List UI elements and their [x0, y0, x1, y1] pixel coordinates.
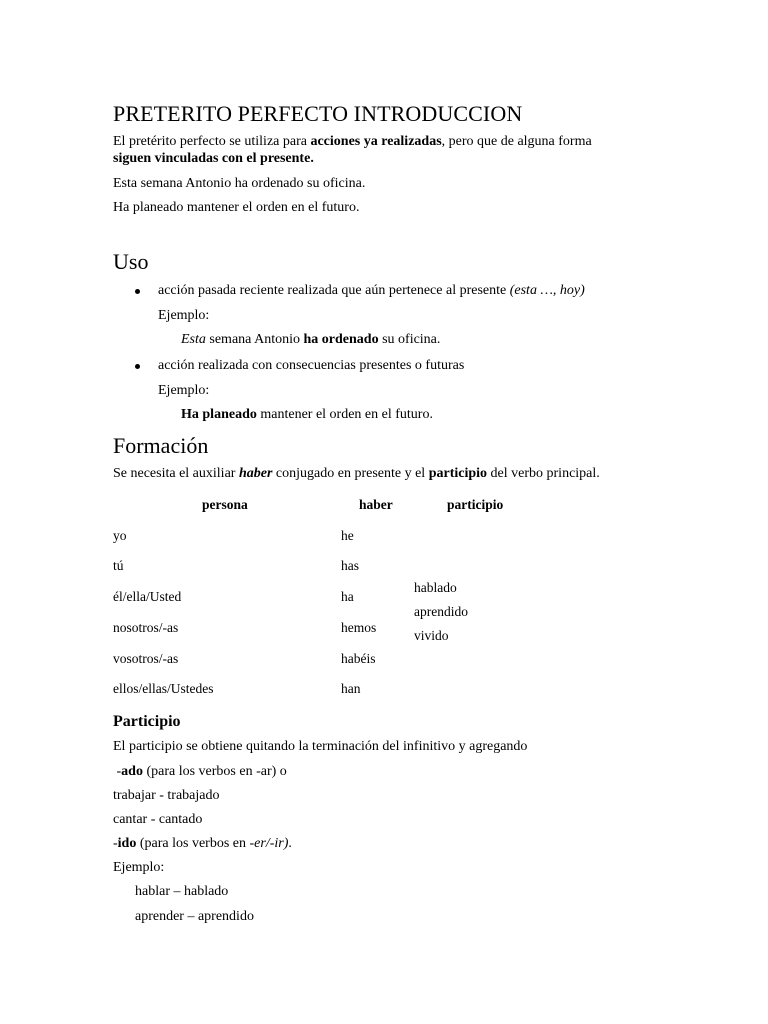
participio-text: (para los verbos en -ar) o: [142, 764, 287, 779]
intro-paragraph-line1: [113, 134, 592, 150]
table-cell-haber: han: [341, 681, 361, 696]
participio-italic: -er/-ir): [249, 836, 289, 851]
participio-line-2: [113, 764, 287, 780]
ejemplo-text: semana Antonio: [205, 332, 304, 347]
ejemplo-bold: Ha planeado: [181, 407, 257, 422]
participio-text: (para los verbos en: [136, 836, 250, 851]
section-heading-formacion: Formación: [113, 433, 209, 458]
formacion-bold-italic: haber: [238, 466, 273, 481]
uso-ejemplo-label-1: Ejemplo:: [158, 308, 210, 323]
uso-item-1: [158, 283, 585, 299]
participio-text: -: [113, 764, 122, 779]
uso-item-italic: (esta …, hoy): [509, 283, 585, 298]
formacion-bold: participio: [428, 466, 488, 481]
intro-bold-text: siguen vinculadas con el presente.: [113, 151, 314, 166]
table-cell-participio: hablado: [414, 580, 457, 595]
table-cell-persona: nosotros/-as: [113, 620, 179, 635]
table-cell-haber: he: [341, 528, 354, 543]
table-header-participio: participio: [447, 497, 504, 512]
table-cell-persona: ellos/ellas/Ustedes: [113, 681, 214, 696]
table-cell-participio: vivido: [414, 628, 449, 643]
participio-line-5: [113, 836, 292, 852]
participio-line-1: El participio se obtiene quitando la terminación del infinitivo y agregando: [113, 739, 528, 754]
ejemplo-italic: Esta: [181, 332, 206, 347]
table-cell-persona: él/ella/Usted: [113, 589, 182, 604]
participio-text: -: [113, 836, 118, 851]
participio-example-2: aprender – aprendido: [135, 909, 254, 924]
uso-item-text: acción pasada reciente realizada que aún pertenece al presente: [158, 283, 510, 298]
table-cell-haber: ha: [341, 589, 354, 604]
uso-item-2: acción realizada con consecuencias presentes o futuras: [158, 358, 465, 373]
ejemplo-text: mantener el orden en el futuro.: [256, 407, 433, 422]
formacion-text: Se necesita el auxiliar: [113, 466, 239, 481]
formacion-text: del verbo principal.: [487, 466, 600, 481]
section-heading-uso: Uso: [113, 249, 149, 274]
uso-ejemplo-1: [181, 332, 440, 348]
ejemplo-bold: ha ordenado: [303, 332, 379, 347]
intro-text: , pero que de alguna forma: [441, 134, 592, 149]
bullet-icon: [135, 364, 140, 369]
participio-line-6: Ejemplo:: [113, 860, 165, 875]
participio-bold: ido: [117, 836, 137, 851]
page-title: PRETERITO PERFECTO INTRODUCCION: [113, 101, 523, 126]
formacion-text: conjugado en presente y el: [272, 466, 429, 481]
bullet-icon: [135, 289, 140, 294]
intro-example-2: Ha planeado mantener el orden en el futuro.: [113, 200, 360, 215]
table-cell-persona: tú: [113, 558, 124, 573]
uso-ejemplo-2: [181, 407, 433, 423]
intro-bold-text: acciones ya realizadas: [310, 134, 442, 149]
table-header-haber: haber: [359, 497, 393, 512]
participio-text: .: [288, 836, 292, 851]
uso-ejemplo-label-2: Ejemplo:: [158, 383, 210, 398]
table-cell-participio: aprendido: [414, 604, 468, 619]
formacion-description: [113, 466, 600, 482]
participio-line-4: cantar - cantado: [113, 812, 203, 827]
participio-bold: ado: [121, 764, 143, 779]
intro-example-1: Esta semana Antonio ha ordenado su oficina.: [113, 176, 366, 191]
participio-example-1: hablar – hablado: [135, 884, 229, 899]
intro-paragraph-line2: [113, 151, 314, 167]
section-heading-participio: Participio: [113, 713, 181, 730]
participio-line-3: trabajar - trabajado: [113, 788, 220, 803]
intro-text: El pretérito perfecto se utiliza para: [113, 134, 311, 149]
table-cell-haber: hemos: [341, 620, 377, 635]
table-cell-persona: vosotros/-as: [113, 651, 179, 666]
table-cell-haber: habéis: [341, 651, 376, 666]
table-cell-haber: has: [341, 558, 359, 573]
table-cell-persona: yo: [113, 528, 127, 543]
table-header-persona: persona: [202, 497, 248, 512]
ejemplo-text: su oficina.: [378, 332, 441, 347]
